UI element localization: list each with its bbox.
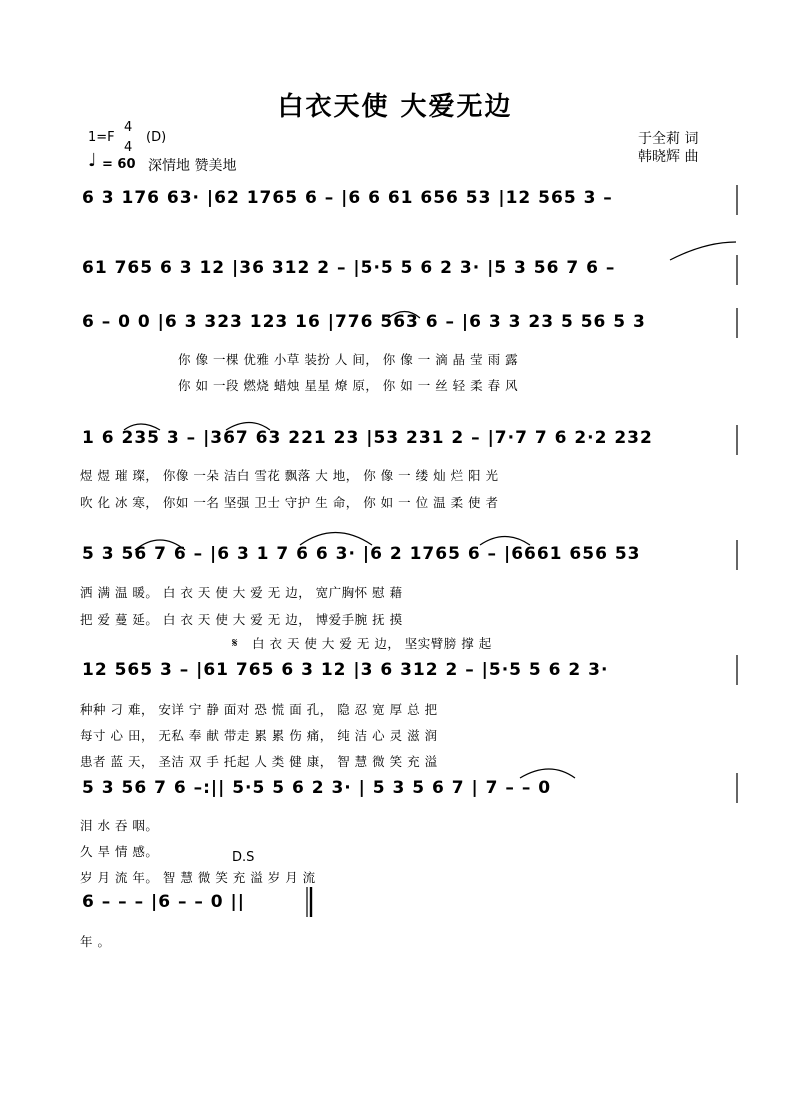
expression-mark: 深情地 赞美地	[148, 158, 237, 174]
lyric-line: 吹 化 冰 寒， 你如 一名 坚强 卫士 守护 生 命， 你 如 一 位 温 柔 使 者	[80, 495, 499, 510]
lyric-line: 你 如 一段 燃烧 蜡烛 星星 燎 原， 你 如 一 丝 轻 柔 春 风	[178, 378, 519, 393]
lyric-line: 你 像 一棵 优雅 小草 装扮 人 间， 你 像 一 滴 晶 莹 雨 露	[178, 352, 519, 367]
ds-mark: D.S	[232, 850, 255, 865]
song-title: 白衣天使 大爱无边	[277, 92, 513, 122]
notation-line: 6 – 0 0 |6 3 323 123 16 |776 563 6 – |6 3 3 23 5 56 5 3	[82, 312, 646, 332]
notation-line: 5 3 56 7 6 –:|| 5·5 5 6 2 3· | 5 3 5 6 7 | 7 – – 0	[82, 778, 552, 798]
composer-credit: 韩晓辉 曲	[638, 149, 699, 165]
lyric-line: 岁 月 流 年。 智 慧 微 笑 充 溢 岁 月 流	[80, 870, 316, 885]
lyric-line: 每寸 心 田， 无私 奉 献 带走 累 累 伤 痛， 纯 洁 心 灵 滋 润	[80, 728, 438, 743]
score-row-8	[0, 892, 790, 952]
lyric-line: 白 衣 天 使 大 爱 无 边， 坚实臂膀 撑 起	[252, 636, 492, 651]
lyric-line: 年 。	[80, 934, 111, 949]
notation-line: 6 – – – |6 – – 0 ||	[82, 892, 245, 912]
notation-line: 6 3 176 63· |62 1765 6 – |6 6 61 656 53 |12 565 3 –	[82, 188, 613, 208]
lyric-line: 泪 水 吞 咽。	[80, 818, 159, 833]
notation-line: 61 765 6 3 12 |36 312 2 – |5·5 5 6 2 3· |5 3 56 7 6 –	[82, 258, 616, 278]
key-signature: 1=F	[88, 130, 115, 145]
lyric-line: 把 爱 蔓 延。 白 衣 天 使 大 爱 无 边， 博爱手腕 抚 摸	[80, 612, 403, 627]
time-signature-top: 4	[124, 120, 133, 135]
lyric-line: 煜 煜 璀 璨， 你像 一朵 洁白 雪花 飘落 大 地， 你 像 一 缕 灿 烂 阳 光	[80, 468, 499, 483]
lyric-line: 洒 满 温 暖。 白 衣 天 使 大 爱 无 边， 宽广胸怀 慰 藉	[80, 585, 403, 600]
notation-line: 12 565 3 – |61 765 6 3 12 |3 6 312 2 – |5·5 5 6 2 3·	[82, 660, 609, 680]
lyric-line: 患者 蓝 天， 圣洁 双 手 托起 人 类 健 康， 智 慧 微 笑 充 溢	[80, 754, 438, 769]
quarter-note-icon: ♩	[88, 150, 97, 171]
lyric-line: 种种 刁 难， 安详 宁 静 面对 恐 慌 面 孔， 隐 忍 宽 厚 总 把	[80, 702, 438, 717]
lyric-line: 久 旱 情 感。	[80, 844, 159, 859]
tempo-mark: = 60	[102, 157, 136, 172]
segno-icon: 𝄋	[232, 636, 238, 651]
time-signature-bottom: 4	[124, 140, 133, 155]
key-note: (D)	[146, 130, 167, 145]
notation-line: 1 6 235 3 – |367 63 221 23 |53 231 2 – |7·7 7 6 2·2 232	[82, 428, 653, 448]
score-row-1	[0, 188, 790, 248]
score-row-2	[0, 258, 790, 318]
lyricist-credit: 于全莉 词	[638, 131, 699, 147]
notation-line: 5 3 56 7 6 – |6 3 1 7 6 6 3· |6 2 1765 6 – |6661 656 53	[82, 544, 641, 564]
